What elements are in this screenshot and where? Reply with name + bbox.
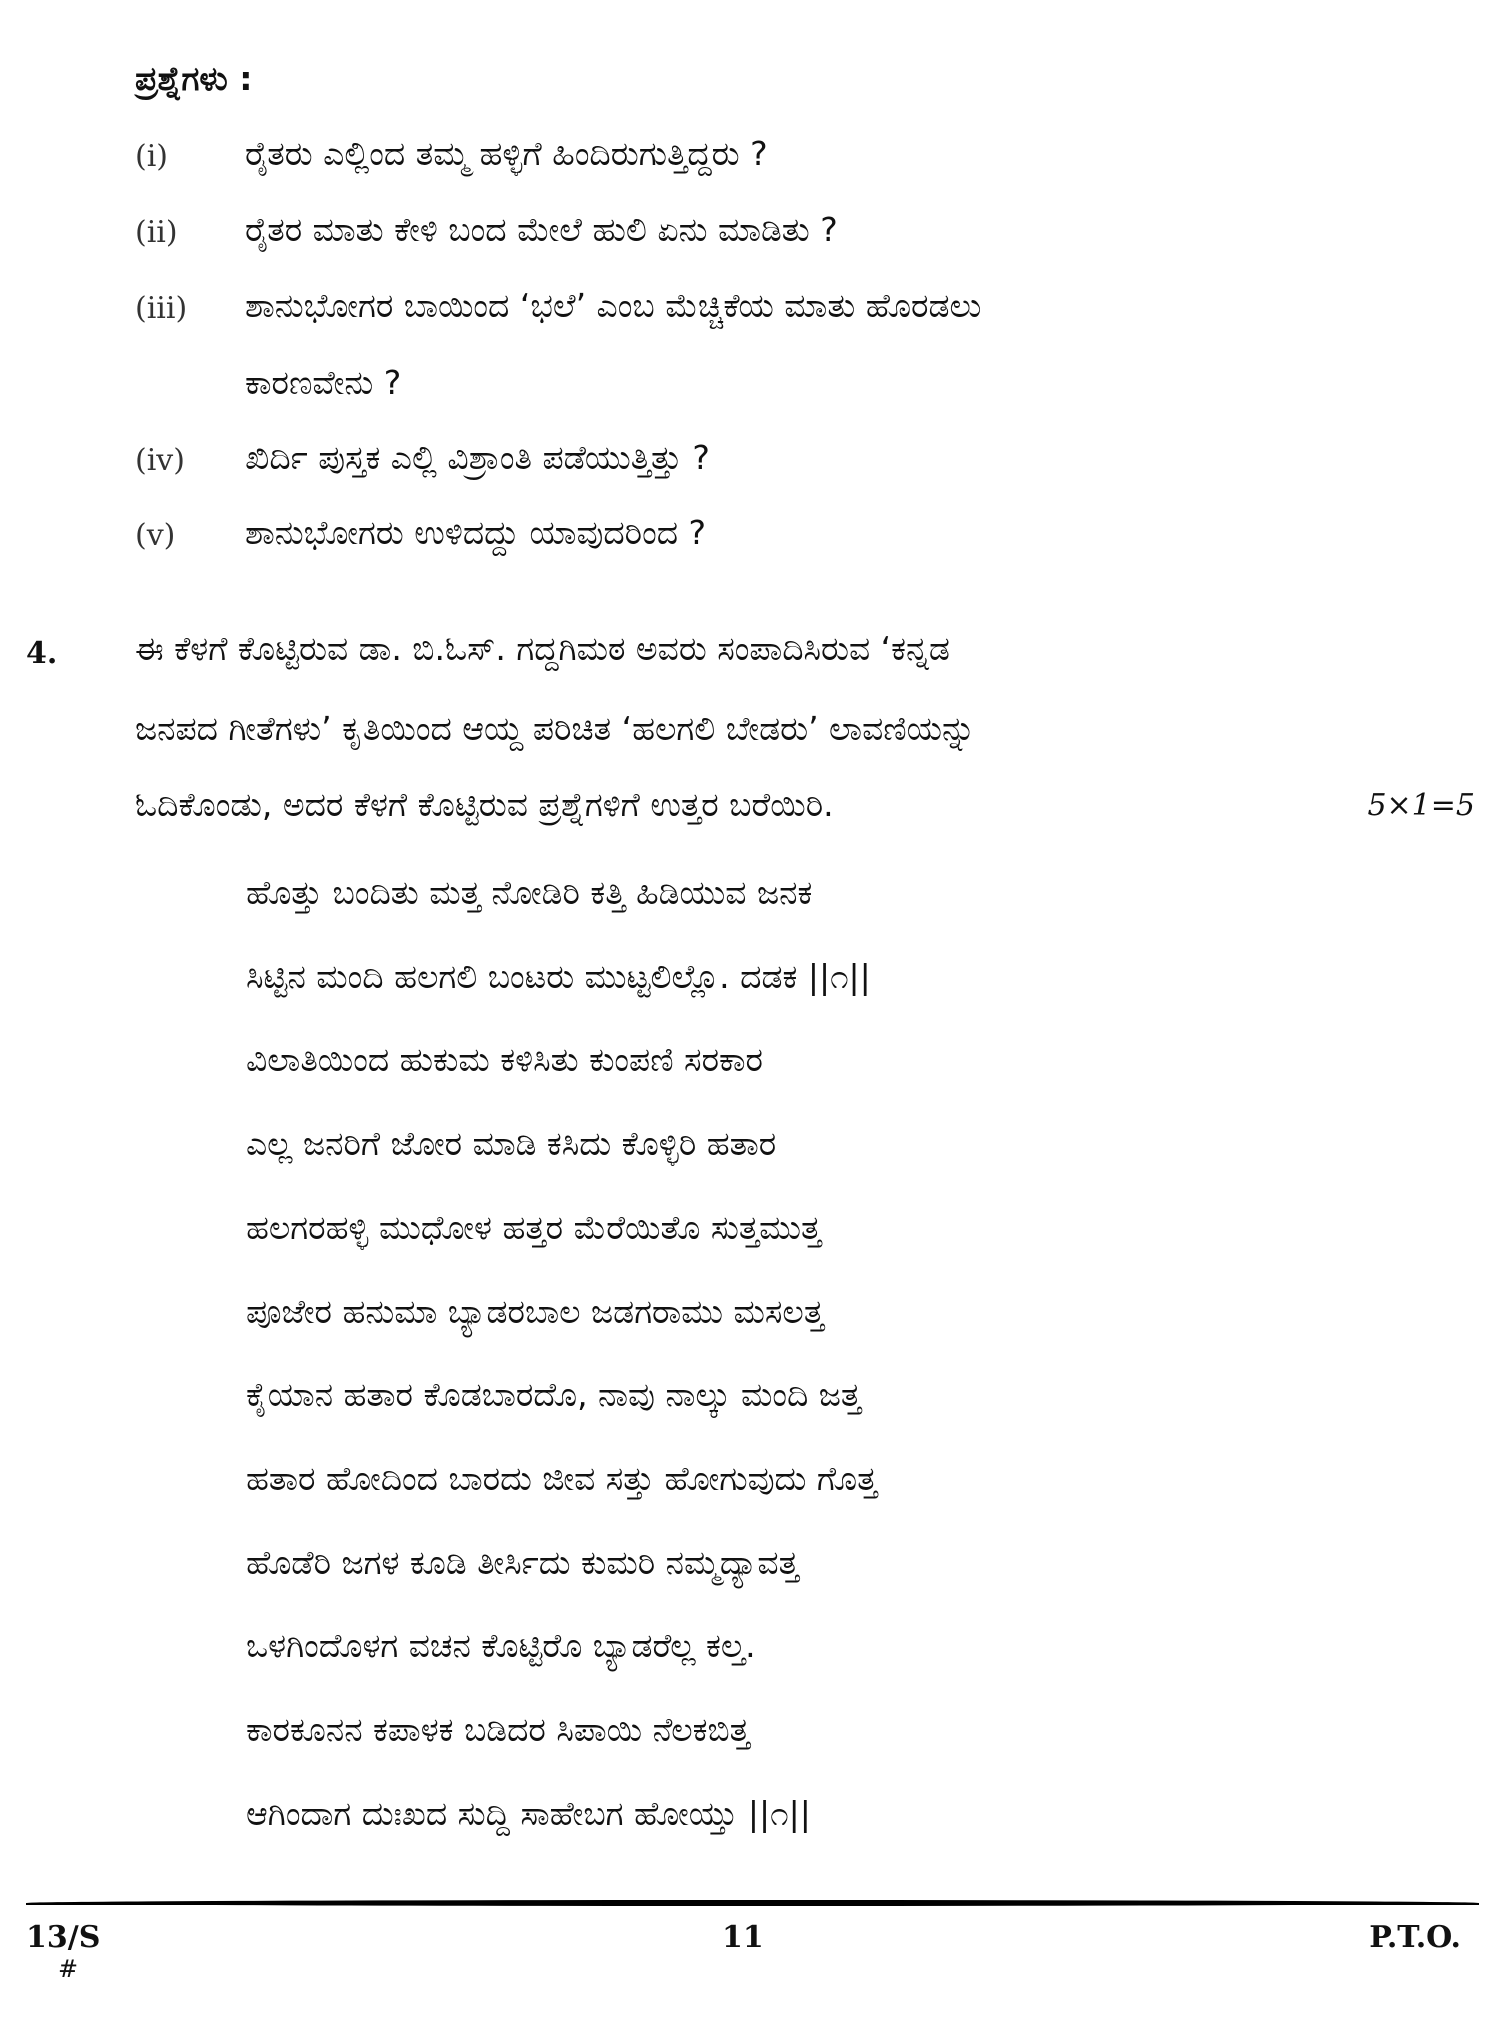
page-number: 11 [722, 1920, 764, 1955]
question-text: ಖಿರ್ದಿ ಪುಸ್ತಕ ಎಲ್ಲಿ ವಿಶ್ರಾಂತಿ ಪಡೆಯುತ್ತಿತ್ತು ? [245, 438, 710, 477]
questions-heading: ಪ್ರಶ್ನೆಗಳು : [135, 59, 253, 98]
please-turn-over: P.T.O. [1369, 1920, 1461, 1955]
question-text-continued: ಕಾರಣವೇನು ? [245, 363, 402, 402]
question-text: ರೈತರ ಮಾತು ಕೇಳಿ ಬಂದ ಮೇಲೆ ಹುಲಿ ಏನು ಮಾಡಿತು ? [245, 210, 838, 249]
poem-line: ಕಾರಕೂನನ ಕಪಾಳಕ ಬಡಿದರ ಸಿಪಾಯಿ ನೆಲಕಬಿತ್ತ [246, 1710, 750, 1749]
question-text: ರೈತರು ಎಲ್ಲಿಂದ ತಮ್ಮ ಹಳ್ಳಿಗೆ ಹಿಂದಿರುಗುತ್ತಿದ್ದರು ? [245, 134, 768, 173]
poem-line: ಪೂಜೇರ ಹನುಮಾ ಬ್ಯಾಡರಬಾಲ ಜಡಗರಾಮು ಮಸಲತ್ತ [246, 1291, 825, 1331]
question-number: (iii) [135, 291, 188, 326]
footer-rule-line [26, 1903, 1479, 1905]
question-number: (iv) [135, 443, 185, 478]
poem-line: ವಿಲಾತಿಯಿಂದ ಹುಕುಮ ಕಳಿಸಿತು ಕುಂಪಣಿ ಸರಕಾರ [246, 1040, 763, 1080]
poem-line: ಹತಾರ ಹೋದಿಂದ ಬಾರದು ಜೀವ ಸತ್ತು ಹೋಗುವುದು ಗೊತ್ತ [246, 1458, 878, 1498]
poem-line: ಒಳಗಿಂದೊಳಗ ವಚನ ಕೊಟ್ಟಿರೊ ಬ್ಯಾಡರೆಲ್ಲ ಕಲ್ತ. [246, 1626, 756, 1666]
question-number: (v) [135, 518, 176, 553]
question-4-line: ಈ ಕೆಳಗೆ ಕೊಟ್ಟಿರುವ ಡಾ. ಬಿ.ಓಸ್. ಗದ್ದಗಿಮಠ ಅವರು ಸಂಪಾದಿಸಿರುವ ‘ಕನ್ನಡ [135, 629, 950, 668]
poem-line: ಹಲಗರಹಳ್ಳಿ ಮುಧೋಳ ಹತ್ತರ ಮೆರೆಯಿತೊ ಸುತ್ತಮುತ್ತ [246, 1207, 822, 1247]
question-4-number: 4. [26, 636, 58, 671]
poem-line: ಆಗಿಂದಾಗ ದುಃಖದ ಸುದ್ದಿ ಸಾಹೇಬಗ ಹೋಯ್ತು ||೧|| [246, 1793, 811, 1833]
question-4-line: ಜನಪದ ಗೀತೆಗಳು’ ಕೃತಿಯಿಂದ ಆಯ್ದ ಪರಿಚಿತ ‘ಹಲಗಲಿ ಬೇಡರು’ ಲಾವಣಿಯನ್ನು [135, 709, 976, 748]
question-number: (i) [135, 139, 169, 174]
poem-line: ಹೊತ್ತು ಬಂದಿತು ಮತ್ತ ನೋಡಿರಿ ಕತ್ತಿ ಹಿಡಿಯುವ ಜನಕ [246, 873, 813, 912]
question-text: ಶಾನುಭೋಗರ ಬಾಯಿಂದ ‘ಭಲೆ’ ಎಂಬ ಮೆಚ್ಚಿಕೆಯ ಮಾತು ಹೊರಡಲು [245, 286, 982, 325]
poem-line: ಕೈಯಾನ ಹತಾರ ಕೊಡಬಾರದೊ, ನಾವು ನಾಲ್ಕು ಮಂದಿ ಜತ್ತ [246, 1375, 862, 1415]
poem-line: ಸಿಟ್ಟಿನ ಮಂದಿ ಹಲಗಲಿ ಬಂಟರು ಮುಟ್ಟಲಿಲ್ಲೊ. ದಡಕ ||೧|| [246, 956, 871, 996]
question-4-line: ಓದಿಕೊಂಡು, ಅದರ ಕೆಳಗೆ ಕೊಟ್ಟಿರುವ ಪ್ರಶ್ನೆಗಳಿಗೆ ಉತ್ತರ ಬರೆಯಿರಿ. [135, 785, 834, 824]
marks-allocation: 5×1=5 [1367, 788, 1475, 823]
poem-line: ಹೊಡೆರಿ ಜಗಳ ಕೂಡಿ ತೀರ್ಸಿದು ಕುಮರಿ ನಮ್ಮದ್ಯಾವತ್ತ [246, 1542, 799, 1582]
question-number: (ii) [135, 215, 178, 250]
poem-line: ಎಲ್ಲ ಜನರಿಗೆ ಜೋರ ಮಾಡಿ ಕಸಿದು ಕೊಳ್ಳಿರಿ ಹತಾರ [246, 1124, 777, 1164]
paper-code: 13/S [26, 1920, 101, 1955]
question-text: ಶಾನುಭೋಗರು ಉಳಿದದ್ದು ಯಾವುದರಿಂದ ? [245, 513, 707, 552]
hash-mark: # [58, 1955, 79, 1983]
